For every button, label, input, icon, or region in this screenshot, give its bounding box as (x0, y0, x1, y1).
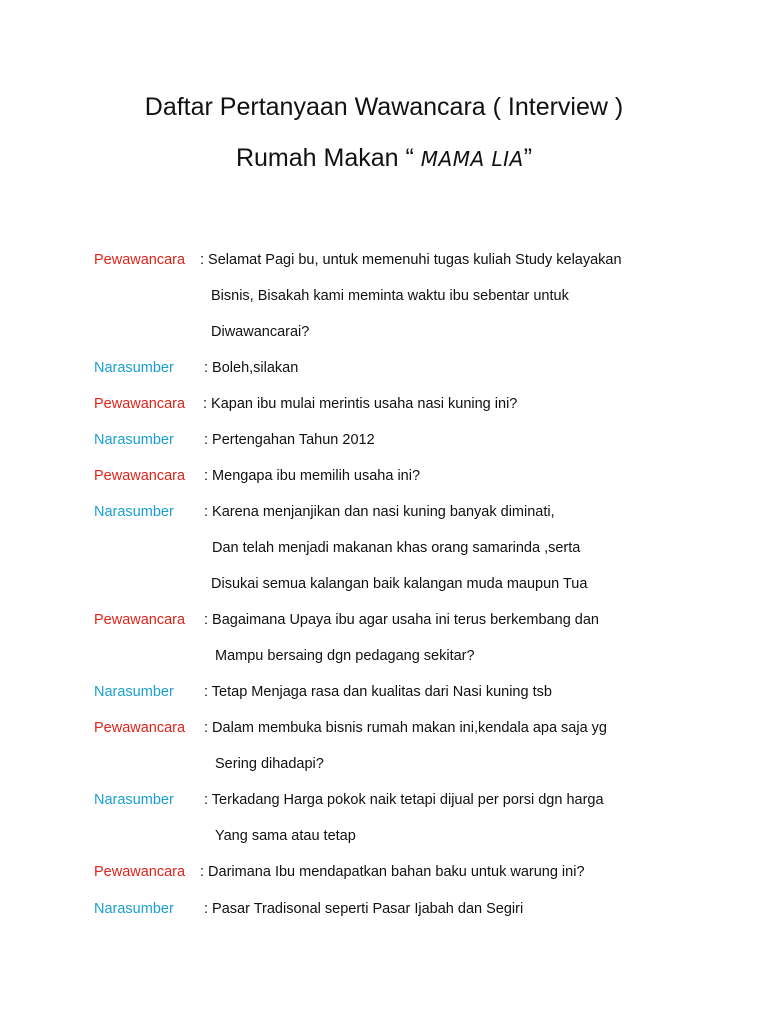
subtitle-prefix: Rumah Makan “ (235, 144, 421, 172)
answer-text: : Tetap Menjaga rasa dan kualitas dari Nasi kuning tsb (204, 684, 552, 700)
answer-text-cont: Dan telah menjadi makanan khas orang samarinda ,serta (212, 540, 581, 556)
question-text: : Dalam membuka bisnis rumah makan ini,kendala apa saja yg (204, 720, 607, 736)
question-text: : Darimana Ibu mendapatkan bahan baku untuk warung ini? (200, 864, 585, 880)
source-label: Narasumber (94, 901, 174, 917)
question-text-cont: Mampu bersaing dgn pedagang sekitar? (215, 648, 475, 664)
source-label: Narasumber (94, 792, 174, 808)
answer-text: : Terkadang Harga pokok naik tetapi dijual per porsi dgn harga (204, 792, 604, 808)
answer-text: : Pasar Tradisonal seperti Pasar Ijabah dan Segiri (204, 901, 524, 917)
interviewer-label: Pewawancara (94, 252, 186, 268)
answer-text: : Pertengahan Tahun 2012 (204, 432, 375, 448)
question-text: : Kapan ibu mulai merintis usaha nasi kuning ini? (203, 396, 518, 412)
source-label: Narasumber (94, 360, 174, 376)
subtitle-suffix: ” (523, 144, 533, 172)
document-subtitle (0, 143, 768, 174)
source-label: Narasumber (94, 432, 174, 448)
interviewer-label: Pewawancara (94, 864, 186, 880)
question-text-cont: Bisnis, Bisakah kami meminta waktu ibu sebentar untuk (211, 288, 569, 304)
restaurant-name: MAMA LIA (420, 147, 524, 171)
interviewer-label: Pewawancara (94, 612, 186, 628)
question-text: : Selamat Pagi bu, untuk memenuhi tugas kuliah Study kelayakan (200, 252, 622, 268)
answer-text: : Boleh,silakan (204, 360, 299, 376)
source-label: Narasumber (94, 504, 174, 520)
question-text-cont: Sering dihadapi? (215, 756, 324, 772)
question-text: : Mengapa ibu memilih usaha ini? (204, 468, 421, 484)
interviewer-label: Pewawancara (94, 468, 186, 484)
source-label: Narasumber (94, 684, 174, 700)
answer-text-cont: Disukai semua kalangan baik kalangan muda maupun Tua (211, 576, 588, 592)
question-text: : Bagaimana Upaya ibu agar usaha ini terus berkembang dan (204, 612, 599, 628)
question-text-cont: Diwawancarai? (211, 324, 310, 340)
interviewer-label: Pewawancara (94, 720, 186, 736)
document-title: Daftar Pertanyaan Wawancara ( Interview ) (144, 93, 624, 121)
interviewer-label: Pewawancara (94, 396, 186, 412)
answer-text: : Karena menjanjikan dan nasi kuning banyak diminati, (204, 504, 555, 520)
answer-text-cont: Yang sama atau tetap (215, 828, 356, 844)
